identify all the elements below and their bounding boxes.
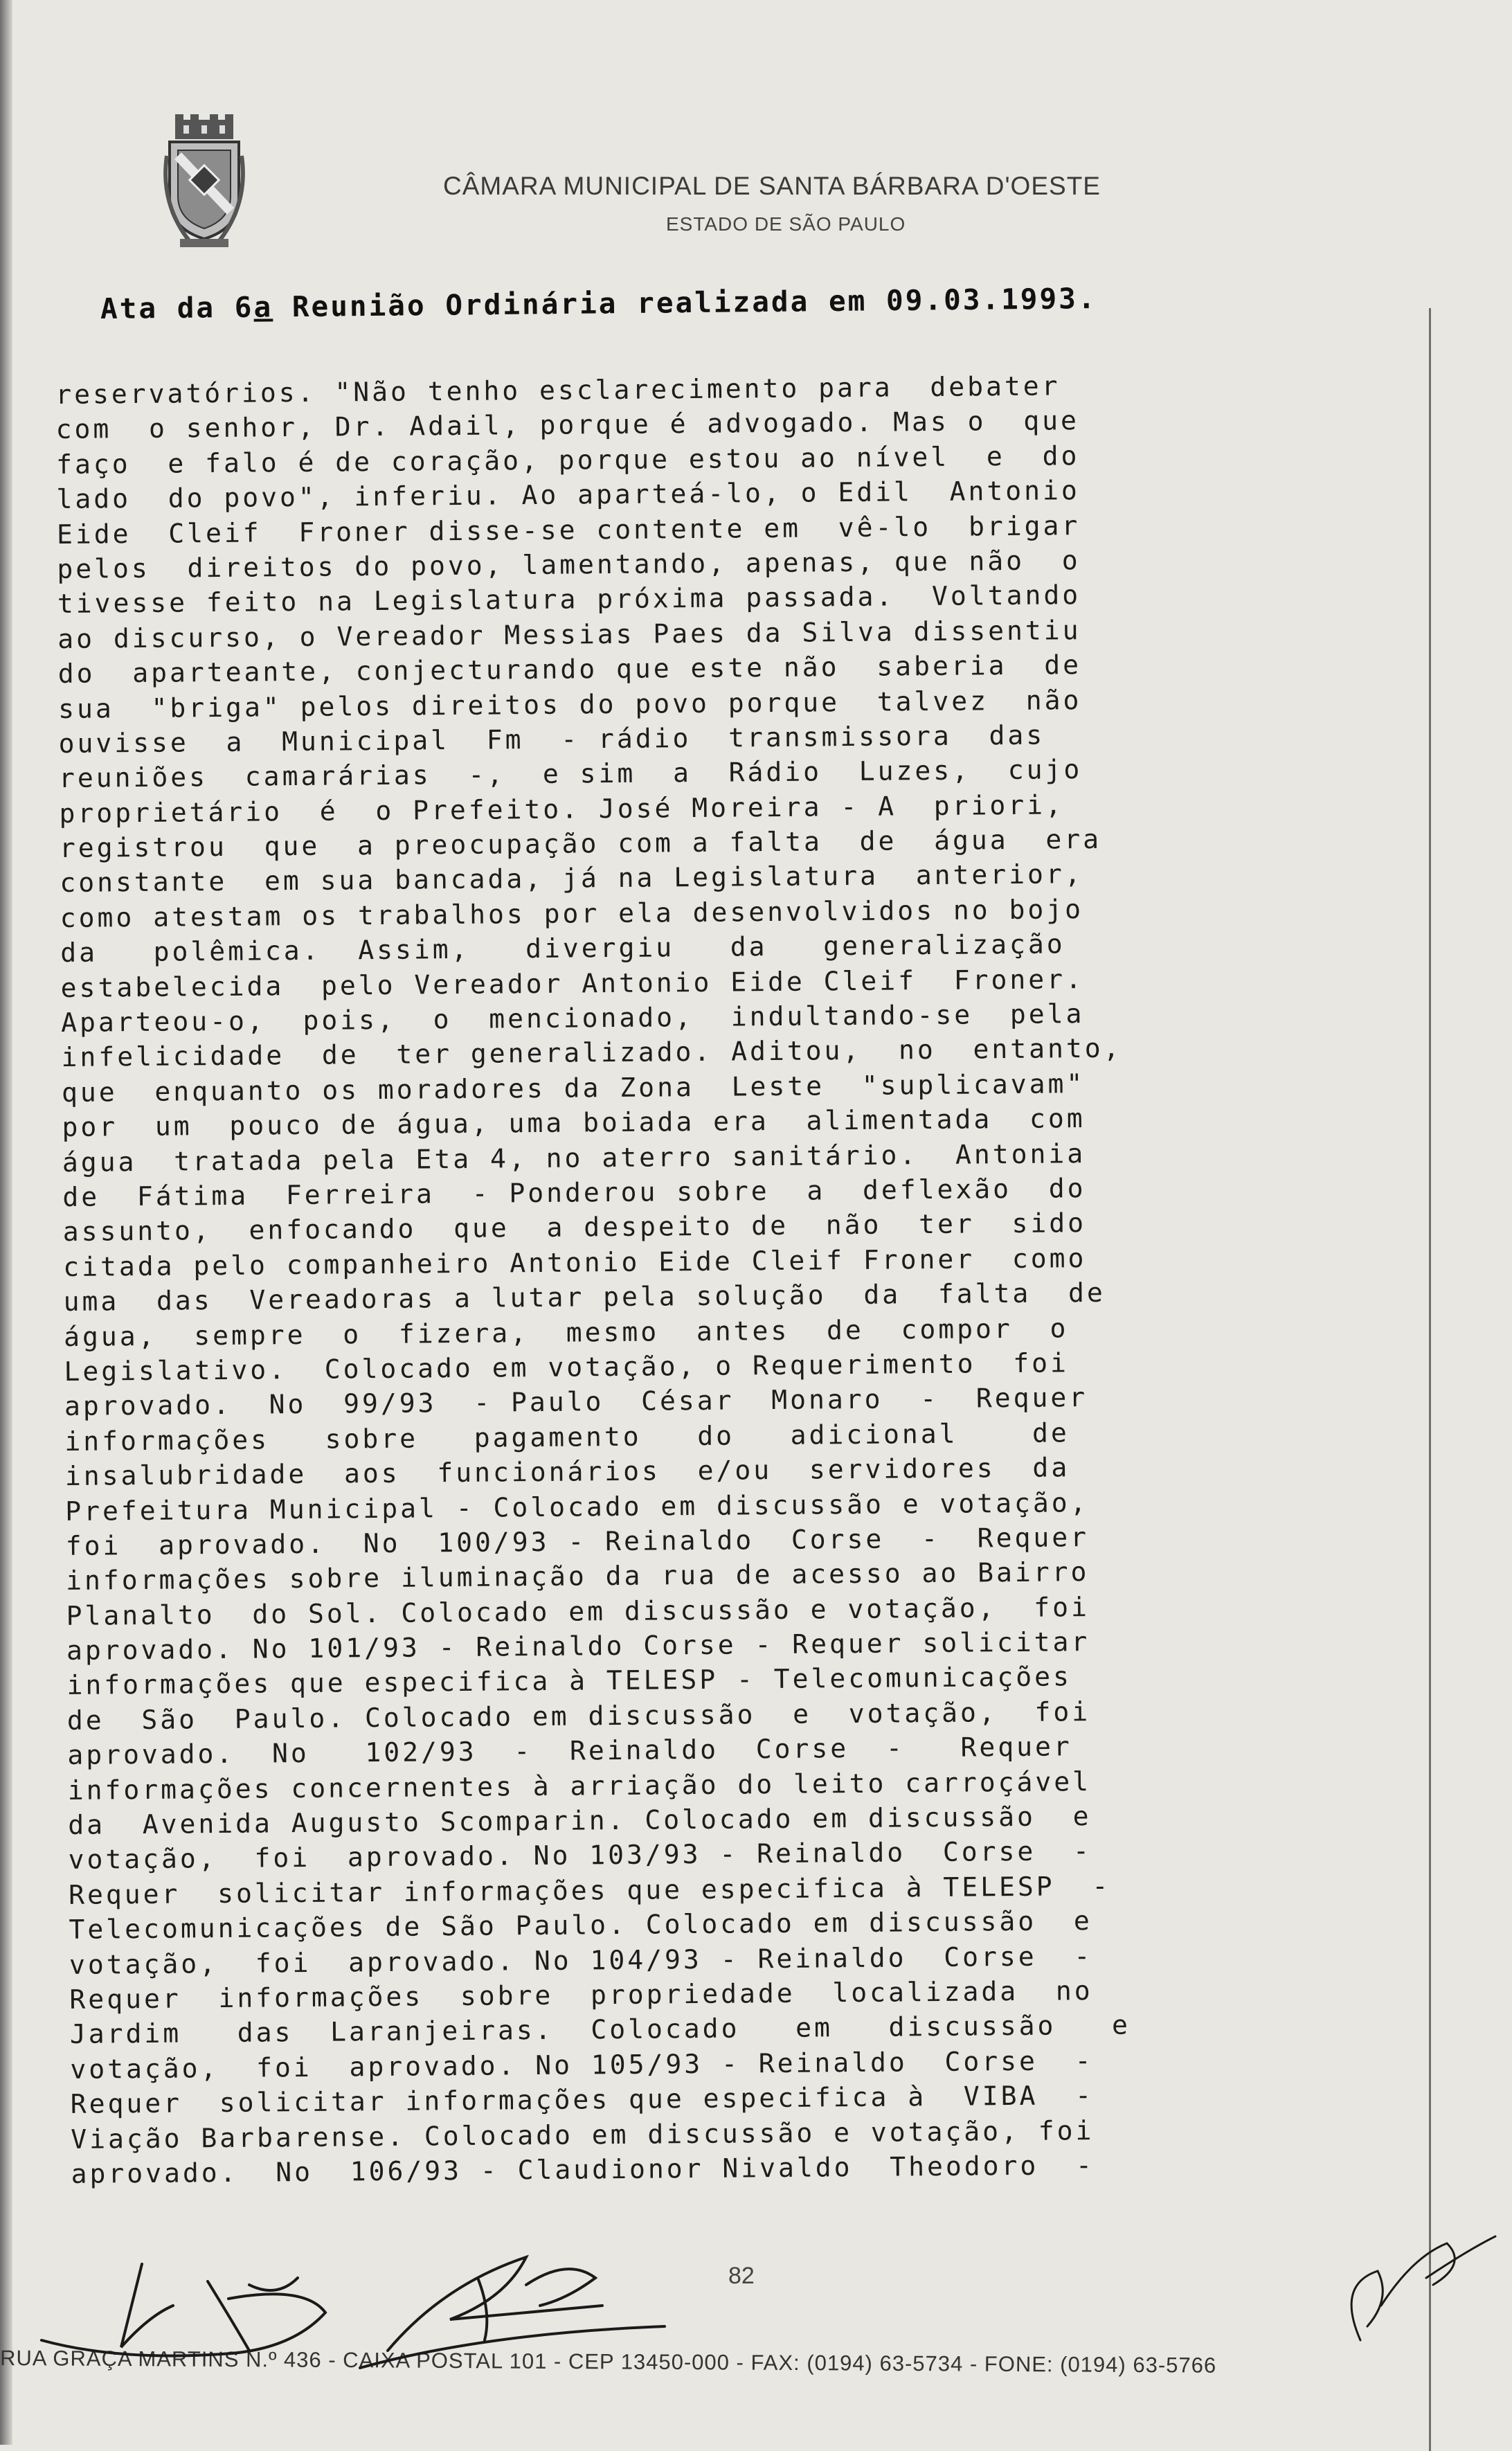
- text-line: Prefeitura Municipal - Colocado em discussão e votação,: [65, 1487, 1089, 1527]
- text-line: aprovado. No 106/93 - Claudionor Nivaldo Theodoro -: [71, 2149, 1095, 2189]
- text-line: aprovado. No 102/93 - Reinaldo Corse - Requer: [67, 1731, 1072, 1771]
- text-line: Aparteou-o, pois, o mencionado, indultando-se pela: [60, 998, 1085, 1038]
- text-line: do aparteante, conjecturando que este não saberia de: [57, 649, 1082, 690]
- text-line: água tratada pela Eta 4, no aterro sanitário. Antonia: [62, 1138, 1086, 1178]
- text-line: reuniões camarárias -, e sim a Rádio Luzes, cujo: [58, 754, 1083, 794]
- text-line: estabelecida pelo Vereador Antonio Eide Cleif Froner.: [60, 963, 1085, 1003]
- text-line: ao discurso, o Vereador Messias Paes da Silva dissentiu: [57, 614, 1081, 654]
- page-edge-shadow: [0, 0, 12, 2445]
- title-ordinal: a: [253, 290, 273, 324]
- text-line: aprovado. No 99/93 - Paulo César Monaro - Requer: [64, 1382, 1088, 1422]
- text-line: informações sobre pagamento do adicional de: [64, 1417, 1070, 1457]
- text-line: votação, foi aprovado. No 103/93 - Reinaldo Corse -: [68, 1835, 1092, 1876]
- text-line: lado do povo", inferiu. Ao aparteá-lo, o Edil Antonio: [56, 475, 1080, 515]
- text-line: com o senhor, Dr. Adail, porque é advogado. Mas o que: [55, 405, 1080, 445]
- text-line: informações que especifica à TELESP - Telecomunicações: [66, 1661, 1072, 1701]
- text-line: Requer solicitar informações que especifica à TELESP -: [68, 1870, 1111, 1910]
- text-line: Viação Barbarense. Colocado em discussão e votação, foi: [71, 2115, 1095, 2155]
- text-line: ouvisse a Municipal Fm - rádio transmissora das: [58, 719, 1045, 759]
- text-line: proprietário é o Prefeito. José Moreira - A priori,: [59, 789, 1065, 829]
- state-name: ESTADO DE SÃO PAULO: [666, 213, 906, 235]
- text-line: foi aprovado. No 100/93 - Reinaldo Corse - Requer: [65, 1521, 1090, 1561]
- text-line: insalubridade aos funcionários e/ou servidores da: [64, 1452, 1070, 1492]
- text-line: constante em sua bancada, já na Legislatura anterior,: [60, 859, 1083, 899]
- text-line: informações sobre iluminação da rua de acesso ao Bairro: [65, 1556, 1090, 1597]
- margin-rule: [1429, 308, 1431, 2451]
- text-line: Planalto do Sol. Colocado em discussão e votação, foi: [66, 1591, 1090, 1631]
- text-line: votação, foi aprovado. No 105/93 - Reinaldo Corse -: [70, 2045, 1094, 2085]
- text-line: votação, foi aprovado. No 104/93 - Reinaldo Corse -: [69, 1940, 1093, 1980]
- text-line: assunto, enfocando que a despeito de não ter sido: [62, 1207, 1087, 1248]
- text-line: sua "briga" pelos direitos do povo porque talvez não: [57, 684, 1082, 724]
- minutes-body: [55, 366, 1401, 2191]
- handwritten-initials-icon: [1351, 2236, 1495, 2340]
- text-line: Requer solicitar informações que especifica à VIBA -: [70, 2080, 1095, 2120]
- text-line: Telecomunicações de São Paulo. Colocado em discussão e: [69, 1905, 1092, 1946]
- text-line: como atestam os trabalhos por ela desenvolvidos no bojo: [60, 893, 1084, 933]
- text-line: infelicidade de ter generalizado. Aditou, no entanto,: [61, 1033, 1122, 1073]
- text-line: por um pouco de água, uma boiada era alimentada com: [62, 1103, 1086, 1143]
- title-prefix: Ata da 6: [100, 290, 254, 325]
- text-line: Eide Cleif Froner disse-se contente em vê-lo brigar: [56, 510, 1081, 550]
- title-suffix: Reunião Ordinária realizada em 09.03.1993.: [272, 281, 1097, 324]
- text-line: tivesse feito na Legislatura próxima passada. Voltando: [57, 580, 1081, 620]
- text-line: registrou que a preocupação com a falta de água era: [59, 823, 1102, 864]
- text-line: uma das Vereadoras a lutar pela solução da falta de: [63, 1277, 1106, 1318]
- text-line: Requer informações sobre propriedade localizada no: [69, 1975, 1093, 2015]
- text-line: de Fátima Ferreira - Ponderou sobre a deflexão do: [62, 1173, 1086, 1212]
- text-line: de São Paulo. Colocado em discussão e votação, foi: [66, 1696, 1091, 1736]
- text-line: da polêmica. Assim, divergiu da generalização: [60, 928, 1065, 969]
- text-line: Legislativo. Colocado em votação, o Requerimento foi: [64, 1347, 1070, 1387]
- text-line: água, sempre o fizera, mesmo antes de compor o: [63, 1312, 1069, 1352]
- page-number: 82: [728, 2263, 755, 2289]
- text-line: informações concernentes à arriação do leito carroçável: [67, 1766, 1092, 1806]
- municipal-coat-of-arms-icon: [163, 114, 246, 253]
- chamber-name: CÂMARA MUNICIPAL DE SANTA BÁRBARA D'OESTE: [443, 172, 1101, 200]
- text-line: citada pelo companheiro Antonio Eide Cleif Froner como: [63, 1242, 1087, 1282]
- text-line: faço e falo é de coração, porque estou ao nível e do: [55, 440, 1080, 480]
- text-line: que enquanto os moradores da Zona Leste "suplicavam": [61, 1068, 1086, 1108]
- footer-address: RUA GRAÇA MARTINS N.º 436 - CAIXA POSTAL 101 - CEP 13450-000 - FAX: (0194) 63-5734 - FONE: (0194) 63-5766: [0, 2346, 1217, 2378]
- text-line: da Avenida Augusto Scomparin. Colocado em discussão e: [68, 1801, 1092, 1840]
- minutes-title: [100, 282, 1097, 325]
- text-line: Jardim das Laranjeiras. Colocado em discussão e: [69, 2009, 1131, 2050]
- text-line: pelos direitos do povo, lamentando, apenas, que não o: [57, 545, 1081, 584]
- text-line: reservatórios. "Não tenho esclarecimento para debater: [55, 370, 1061, 410]
- text-line: aprovado. No 101/93 - Reinaldo Corse - Requer solicitar: [66, 1626, 1090, 1666]
